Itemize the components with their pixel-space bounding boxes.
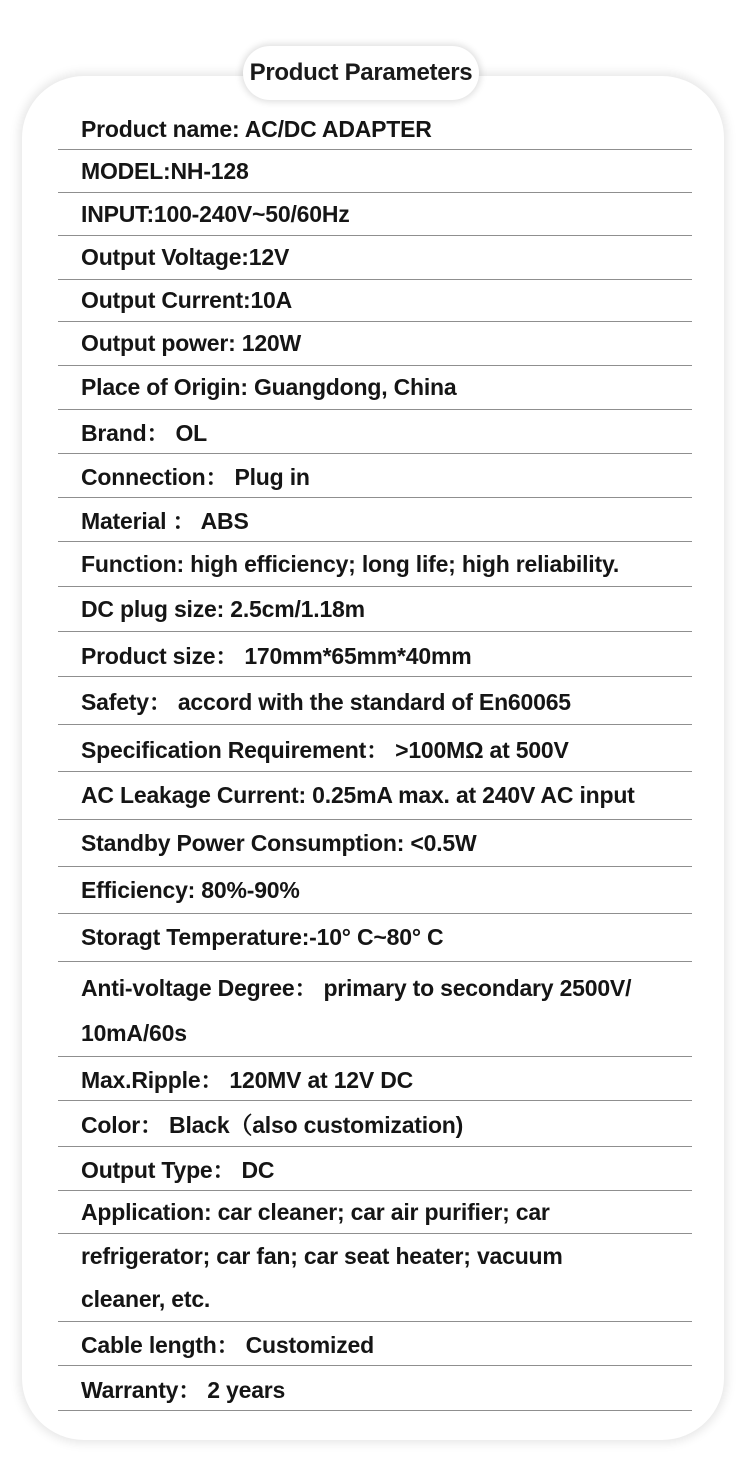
parameter-text: Application: car cleaner; car air purifier; car <box>81 1198 550 1225</box>
parameter-row <box>58 1366 692 1411</box>
parameter-row <box>58 280 692 322</box>
parameter-row <box>58 322 692 366</box>
parameter-text: INPUT:100-240V~50/60Hz <box>81 200 350 227</box>
parameter-row <box>58 677 692 725</box>
parameter-text: Anti-voltage Degree： primary to secondary 2500V/ <box>81 974 632 1001</box>
parameter-row <box>58 1191 692 1234</box>
parameter-text: refrigerator; car fan; car seat heater; vacuum <box>81 1242 563 1269</box>
parameter-text: Product size： 170mm*65mm*40mm <box>81 642 472 669</box>
parameter-text: cleaner, etc. <box>81 1286 211 1312</box>
parameter-text: Function: high efficiency; long life; high reliability. <box>81 550 620 577</box>
parameter-row <box>58 1057 692 1101</box>
parameter-row <box>58 1234 692 1278</box>
parameter-text: Place of Origin: Guangdong, China <box>81 374 457 400</box>
parameter-text: Specification Requirement： >100MΩ at 500V <box>81 736 569 763</box>
parameter-row <box>58 587 692 632</box>
parameter-row <box>58 542 692 587</box>
parameter-text: Output Voltage:12V <box>81 244 290 270</box>
parameter-row <box>58 772 692 820</box>
parameter-text: Color： Black（also customization) <box>81 1112 464 1138</box>
parameter-text: Cable length： Customized <box>81 1332 374 1358</box>
parameter-row <box>58 914 692 962</box>
parameter-row <box>58 1147 692 1191</box>
parameter-text: Product name: AC/DC ADAPTER <box>81 116 432 142</box>
parameter-text: Storagt Temperature:-10° C~80° C <box>81 924 444 950</box>
parameter-text: AC Leakage Current: 0.25mA max. at 240V AC input <box>81 782 635 808</box>
parameter-row <box>58 150 692 193</box>
parameter-text: Safety： accord with the standard of En60065 <box>81 689 571 715</box>
parameter-text: Efficiency: 80%-90% <box>81 876 300 903</box>
parameter-text: Material ： ABS <box>81 508 249 534</box>
parameter-row <box>58 236 692 280</box>
section-title: Product Parameters <box>243 46 479 100</box>
parameter-row <box>58 867 692 914</box>
parameter-row <box>58 366 692 410</box>
parameter-row <box>58 410 692 454</box>
parameter-row <box>58 110 692 150</box>
parameter-text: Warranty： 2 years <box>81 1376 286 1403</box>
parameter-text: Output power: 120W <box>81 330 302 356</box>
parameter-row <box>58 454 692 498</box>
parameter-row <box>58 1278 692 1322</box>
parameter-row <box>58 1322 692 1366</box>
parameter-row <box>58 962 692 1010</box>
parameter-row <box>58 498 692 542</box>
parameter-row <box>58 1101 692 1147</box>
parameter-text: 10mA/60s <box>81 1019 187 1046</box>
parameter-text: DC plug size: 2.5cm/1.18m <box>81 595 365 622</box>
parameter-text: Brand： OL <box>81 420 207 446</box>
parameter-text: Standby Power Consumption: <0.5W <box>81 829 477 856</box>
parameter-row <box>58 193 692 236</box>
parameter-text: Max.Ripple： 120MV at 12V DC <box>81 1067 414 1093</box>
parameter-row <box>58 1010 692 1057</box>
parameter-row <box>58 820 692 867</box>
parameter-text: Output Type： DC <box>81 1157 275 1183</box>
parameter-text: MODEL:NH-128 <box>81 157 249 184</box>
parameter-text: Connection： Plug in <box>81 464 310 490</box>
parameter-text: Output Current:10A <box>81 287 293 313</box>
parameter-row <box>58 632 692 677</box>
parameter-row <box>58 725 692 772</box>
